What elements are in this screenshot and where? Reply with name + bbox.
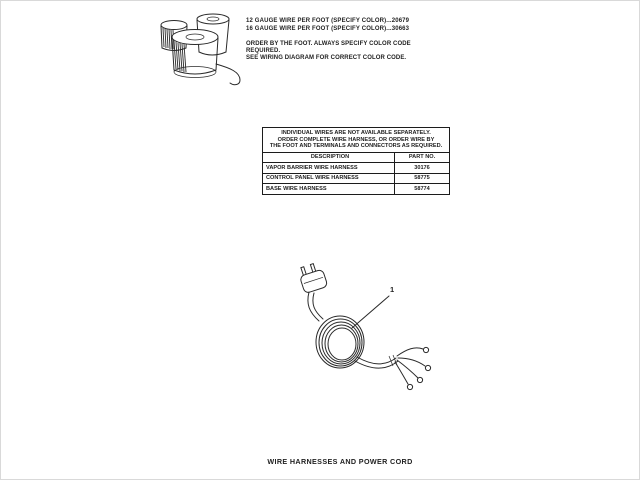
- part-no-cell: 58774: [414, 185, 430, 192]
- column-header-part-no: PART NO.: [408, 154, 436, 161]
- table-notice: [263, 128, 449, 153]
- parts-table: [262, 127, 450, 195]
- order-note-text: [246, 41, 441, 62]
- wire-gauge-text: [246, 18, 436, 33]
- description-cell: CONTROL PANEL WIRE HARNESS: [263, 174, 395, 184]
- gauge-line-12: 12 GAUGE WIRE PER FOOT (SPECIFY COLOR)...20679: [246, 18, 410, 24]
- table-row: [263, 174, 449, 185]
- callout-leader-line: [352, 296, 389, 328]
- notice-line-1: INDIVIDUAL WIRES ARE NOT AVAILABLE SEPARATELY.: [281, 130, 431, 136]
- callout-label: 1: [390, 285, 395, 294]
- wire-terminals: [395, 347, 431, 389]
- wire-spools-icon: [156, 8, 246, 90]
- notice-line-3: THE FOOT AND TERMINALS AND CONNECTORS AS REQUIRED.: [269, 143, 443, 150]
- part-no-cell: 30176: [414, 164, 430, 171]
- plug: [297, 261, 328, 293]
- spool-front: [172, 30, 218, 78]
- order-note-line-2: SEE WIRING DIAGRAM FOR CORRECT COLOR CODE.: [246, 55, 407, 61]
- table-header-row: [263, 153, 449, 164]
- power-cord-icon: [283, 258, 445, 398]
- gauge-line-16: 16 GAUGE WIRE PER FOOT (SPECIFY COLOR)...30663: [246, 25, 410, 32]
- page-title: WIRE HARNESSES AND POWER CORD: [267, 457, 413, 466]
- column-header-description: DESCRIPTION: [263, 153, 395, 163]
- table-row: [263, 163, 449, 174]
- table-row: [263, 184, 449, 194]
- cord-tail: [355, 355, 398, 368]
- trailing-wire: [216, 64, 240, 85]
- description-cell: BASE WIRE HARNESS: [263, 184, 395, 194]
- order-note-line-1: ORDER BY THE FOOT. ALWAYS SPECIFY COLOR CODE REQUIRED.: [246, 41, 411, 54]
- notice-line-2: ORDER COMPLETE WIRE HARNESS, OR ORDER WIRE BY: [277, 136, 435, 143]
- cord-lead: [308, 292, 323, 321]
- part-no-cell: 58775: [414, 175, 430, 182]
- description-cell: VAPOR BARRIER WIRE HARNESS: [263, 163, 395, 173]
